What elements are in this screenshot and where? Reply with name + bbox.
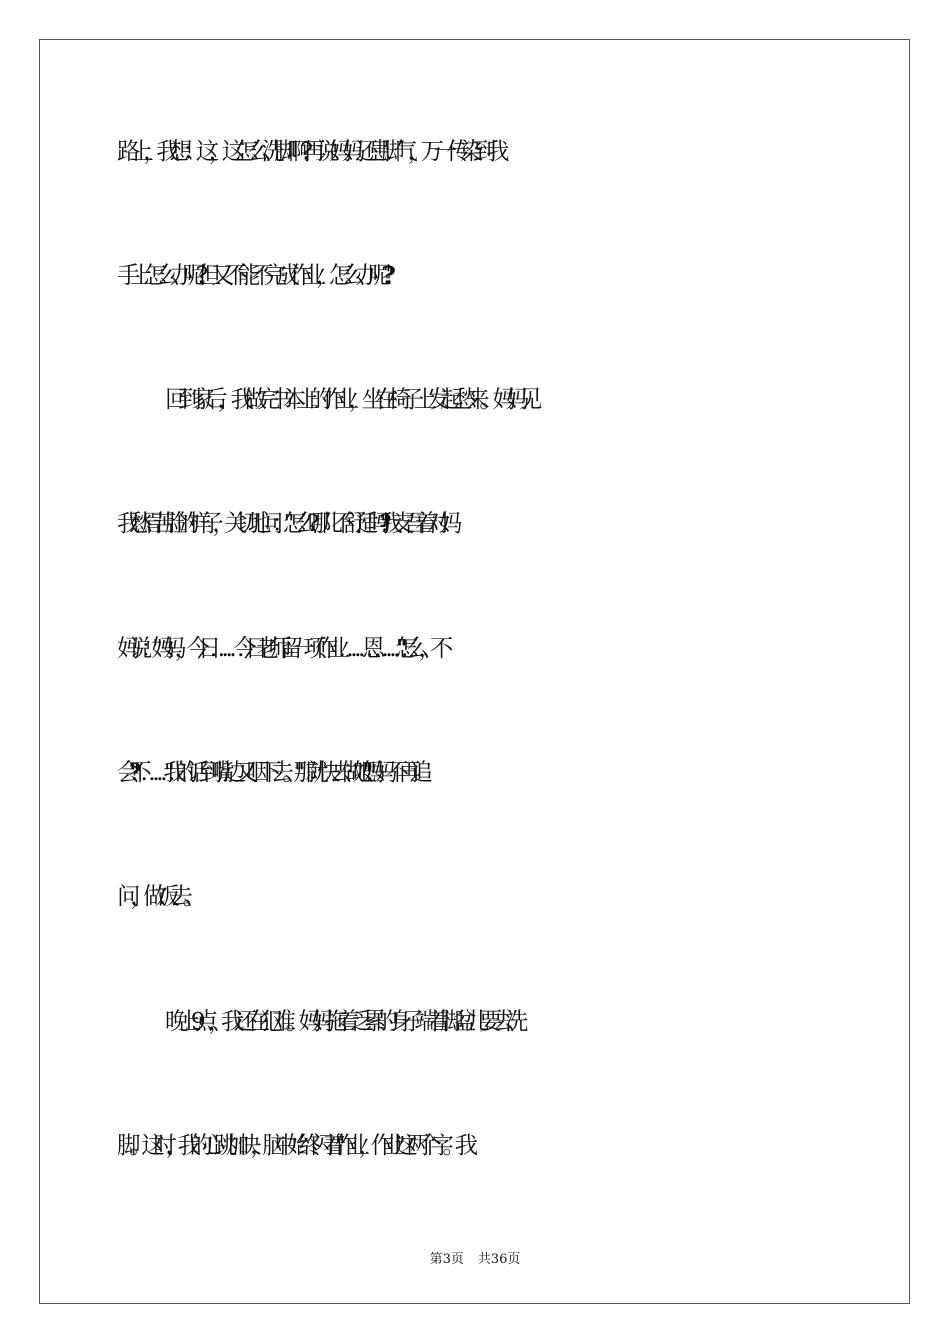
page-total: 共36页 — [477, 1252, 521, 1267]
text-line: 手上怎么办呢?但又不能不完成作业，怎么办呢?? — [117, 261, 386, 289]
text-line: 脚。这时，我的心跳加快，脑中始终闪着"作业，作业"这两个字。我 — [117, 1131, 467, 1159]
text-line: 路上，我想：这，这怎么洗脚啊?再说妈妈还患脚气，万一传染到我 — [117, 137, 500, 165]
paragraph-first-line: 回到家后，我做完书本上的作业，坐在椅子上发起愁来。妈妈见 — [165, 385, 532, 413]
text-line: 问，做饭去。 — [117, 882, 196, 910]
page-footer — [0, 1248, 950, 1267]
text-line: 我愁眉苦脸的样子，关切地问："怎么?哪儿不舒适吗?"我支吾着对妈 — [117, 509, 451, 537]
text-line: 妈说："妈妈，今日……今日老师留一项作业……恩……""怎么，不 — [117, 634, 442, 662]
paragraph-first-line: 晚上9点，我还在犯难。妈妈拖着乏累的身子端着脚盆儿要去洗 — [165, 1007, 518, 1035]
text-line: 会?""不……"我的话到嘴边又咽下去。"那就快去做吧!"妈妈不再追 — [117, 758, 422, 786]
page-border — [39, 39, 910, 1304]
page-number: 第3页 — [429, 1252, 464, 1267]
